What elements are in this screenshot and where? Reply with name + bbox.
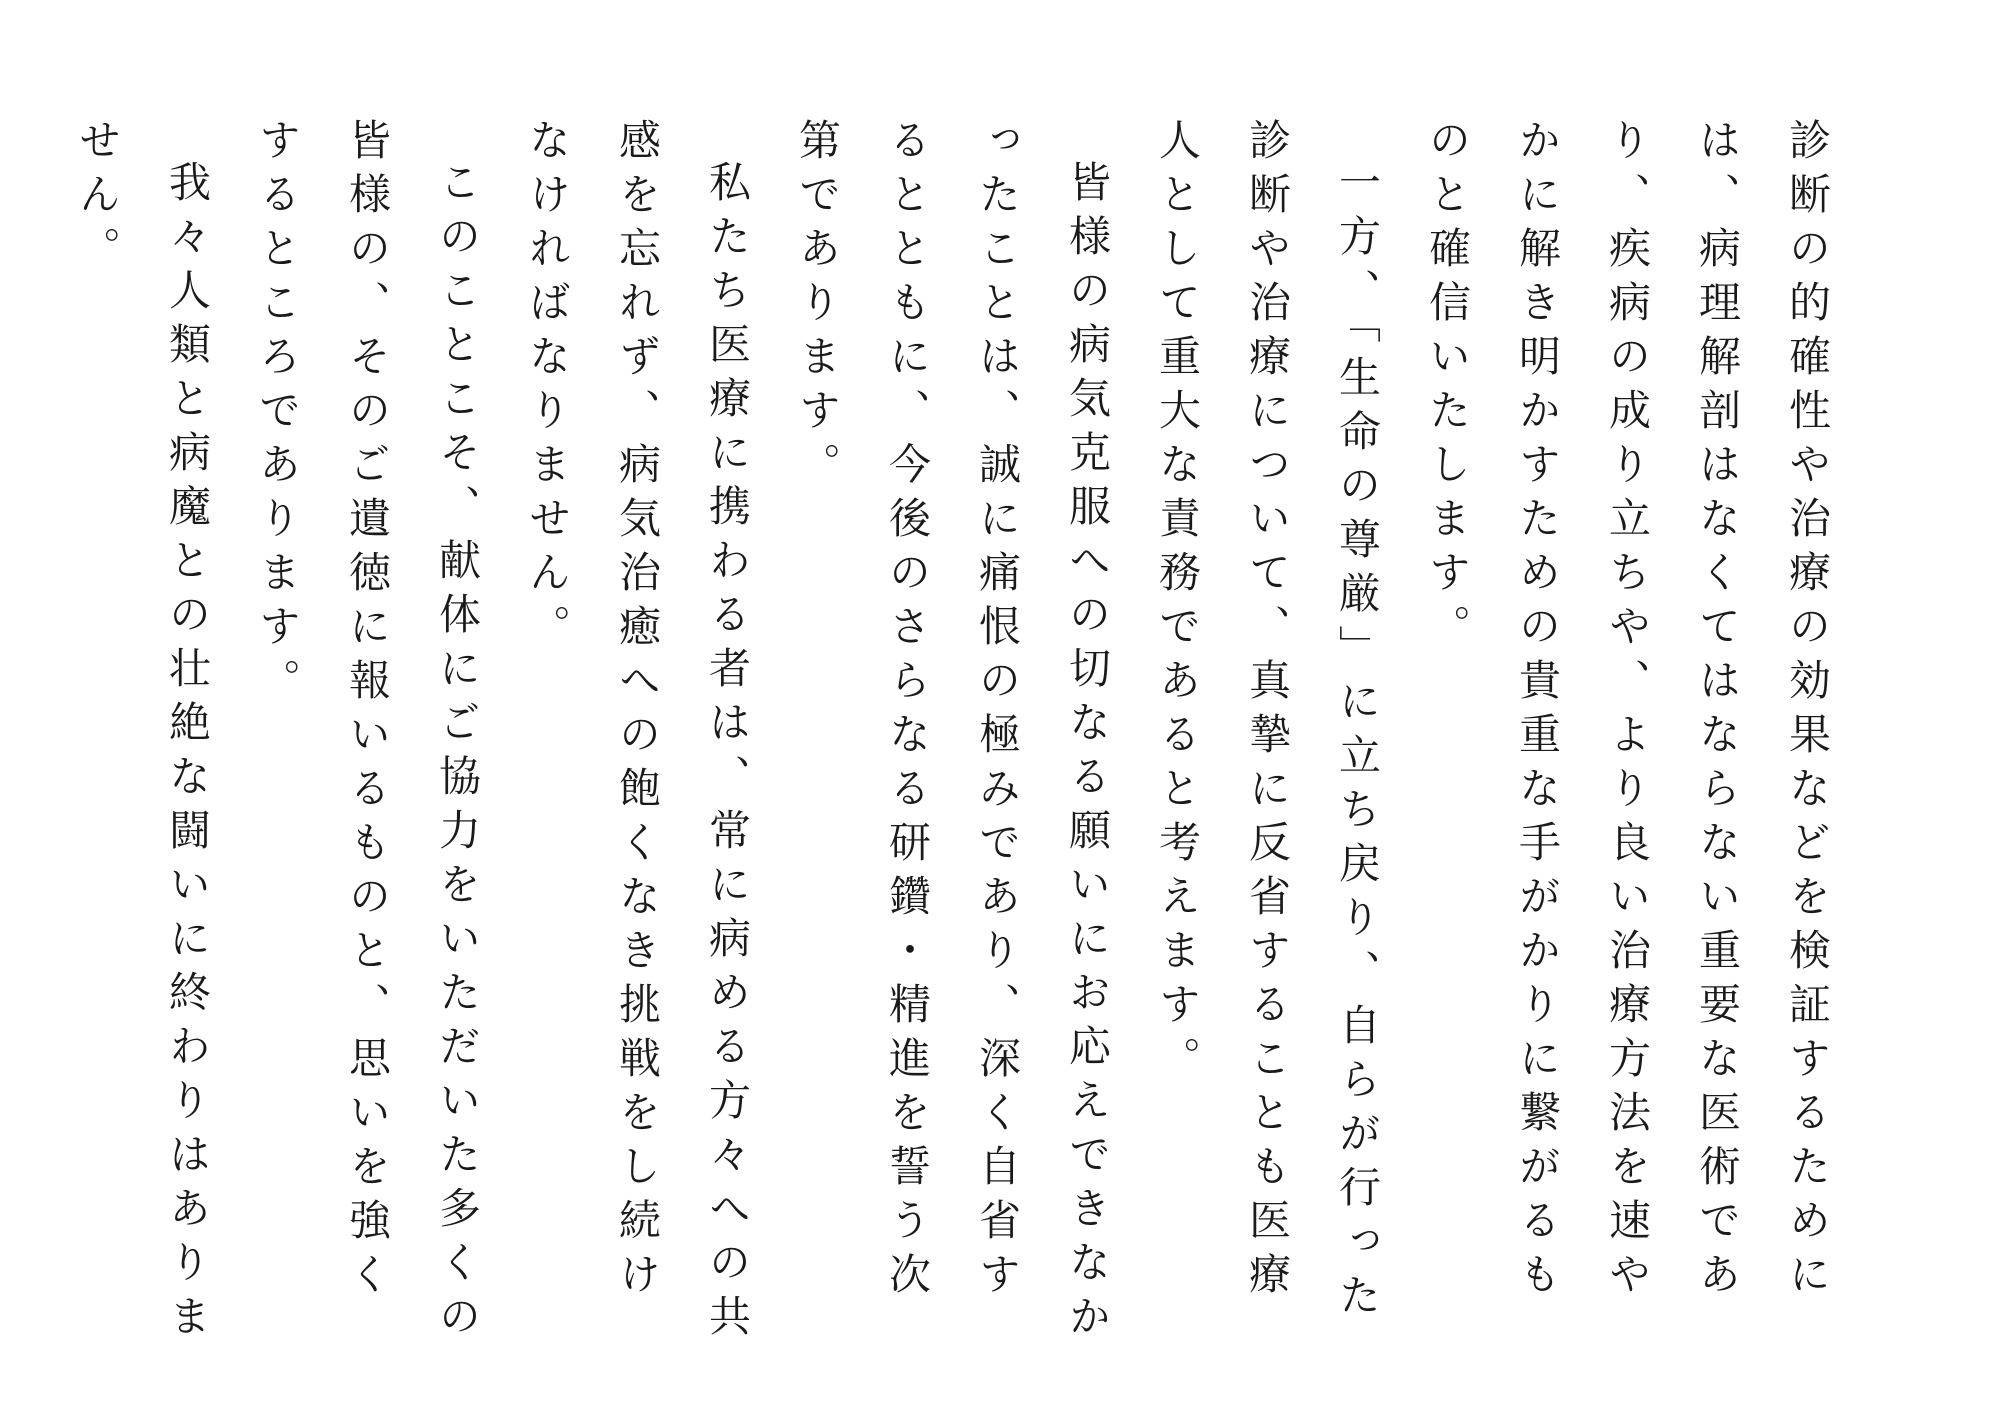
paragraph-gratitude: このことこそ、献体にご協力をいただいた多くの皆様の、そのご遺徳に報いるものと、思いを強くするところであります。 [253,118,482,1348]
paragraph-empathy: 私たち医療に携わる者は、常に病める方々への共感を忘れず、病気治癒への飽くなき挑戦をし続けなければなりません。 [523,118,752,1348]
paragraph-dignity: 一方、「生命の尊厳」に立ち戻り、自らが行った診断や治療について、真摯に反省することも医療人として重大な責務であると考えます。 [1153,118,1382,1327]
paragraph-pathology: 診断の的確性や治療の効果などを検証するためには、病理解剖はなくてはならない重要な医術であり、疾病の成り立ちや、より良い治療方法を速やかに解き明かすための貴重な手がかりに繋がるものと確信いたします。 [1423,118,1832,1306]
paragraph-regret: 皆様の病気克服への切なる願いにお応えできなかったことは、誠に痛恨の極みであり、深く自省するとともに、今後のさらなる研鑽・精進を誓う次第であります。 [793,118,1112,1348]
vertical-body-text [52,118,1852,1348]
paragraph-conclusion: 我々人類と病魔との壮絶な闘いに終わりはありません。 [73,118,212,1348]
